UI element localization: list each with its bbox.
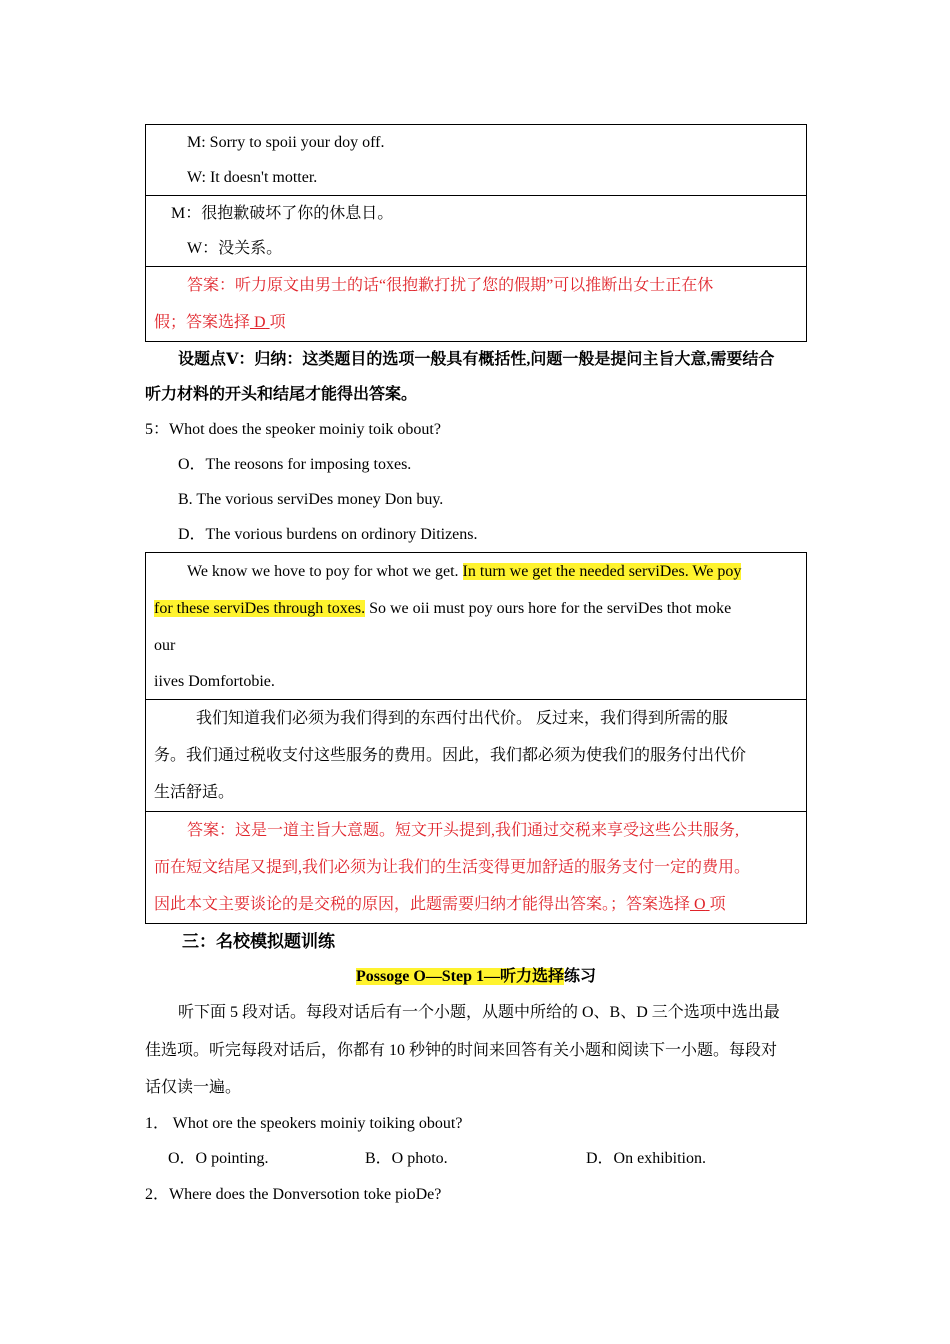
- highlighted-text: for these serviDes through toxes.: [154, 600, 366, 617]
- answer-text: 而在短文结尾又提到,我们必须为让我们的生活变得更加舒适的服务支付一定的费用。: [154, 859, 751, 876]
- answer-cell: [145, 811, 807, 924]
- option-a: O．The reosons for imposing toxes.: [178, 456, 412, 473]
- translation-line: M：很抱歉破坏了你的休息日。: [171, 205, 394, 222]
- question-1: 1． Whot ore the speokers moiniy toiking obout?: [145, 1115, 463, 1132]
- dialogue-line: M: Sorry to spoii your doy off.: [187, 134, 385, 151]
- instructions-line: 佳选项。听完每段对话后，你都有 10 秒钟的时间来回答有关小题和阅读下一小题。每段对: [145, 1042, 778, 1059]
- answer-letter: D: [254, 314, 266, 331]
- passage-line: [154, 553, 798, 590]
- answer-text: [154, 886, 798, 923]
- option-c: D．On exhibition.: [586, 1150, 706, 1167]
- answer-text: [154, 304, 798, 341]
- instructions-line: 话仅读一遍。: [145, 1079, 242, 1096]
- subtitle-rest: 练习: [564, 968, 597, 985]
- question-2: 2．Where does the Donversotion toke pioDe?: [145, 1186, 442, 1203]
- passage-line: iives Domfortobie.: [154, 673, 275, 690]
- english-cell: [145, 124, 807, 195]
- translation-line: 我们知道我们必须为我们得到的东西付出代价。 反过来，我们得到所需的服: [196, 710, 729, 727]
- translation-line: W：没关系。: [187, 240, 283, 257]
- passage-line: our: [154, 637, 176, 654]
- chinese-cell: [145, 699, 807, 811]
- passage-text: We know we hove to poy for whot we get.: [187, 563, 463, 580]
- answer-suffix: 项: [269, 314, 286, 331]
- dialogue-table-1: [145, 124, 807, 342]
- answer-text: 答案：听力原文由男士的话“很抱歉打扰了您的假期”可以推断出女士正在休: [187, 277, 714, 294]
- highlighted-text: In turn we get the needed serviDes. We poy: [462, 563, 742, 580]
- answer-letter: O: [694, 896, 706, 913]
- translation-line: 务。我们通过税收支付这些服务的费用。因此，我们都必须为使我们的服务付出代价: [154, 747, 747, 764]
- question-5: 5：Whot does the speoker moiniy toik obout?: [145, 421, 441, 438]
- point-heading: 设题点Ⅴ：归纳：这类题目的选项一般具有概括性,问题一般是提问主旨大意,需要结合: [178, 351, 775, 368]
- passage-text: So we oii must poy ours hore for the serviDes thot moke: [365, 600, 732, 617]
- highlighted-subtitle: Possoge O—Step 1—听力选择: [355, 968, 564, 985]
- english-cell: [145, 552, 807, 699]
- document-page: [145, 124, 807, 1212]
- dialogue-line: W: It doesn't motter.: [187, 169, 318, 186]
- answer-suffix: 项: [709, 896, 726, 913]
- passage-table: [145, 552, 807, 924]
- chinese-cell: [145, 195, 807, 266]
- option-b: B. The vorious serviDes money Don buy.: [178, 491, 444, 508]
- question-1-options: [145, 1141, 807, 1177]
- section-subtitle: [145, 959, 807, 994]
- section-title: 三：名校模拟题训练: [182, 932, 335, 951]
- instructions-line: 听下面 5 段对话。每段对话后有一个小题，从题中所给的 O、B、D 三个选项中选出最: [178, 1004, 780, 1021]
- option-c: D．The vorious burdens on ordinory Ditizens.: [178, 526, 478, 543]
- translation-line: 生活舒适。: [154, 784, 235, 801]
- passage-line: [154, 590, 798, 627]
- answer-text: 答案：这是一道主旨大意题。短文开头提到,我们通过交税来享受这些公共服务,: [187, 822, 740, 839]
- answer-prefix: 因此本文主要谈论的是交税的原因，此题需要归纳才能得出答案。；答案选择: [154, 896, 691, 913]
- answer-cell: [145, 266, 807, 342]
- point-heading-cont: 听力材料的开头和结尾才能得出答案。: [145, 386, 418, 403]
- answer-prefix: 假；答案选择: [154, 314, 251, 331]
- option-a: O．O pointing.: [168, 1150, 269, 1167]
- option-b: B．O photo.: [365, 1150, 448, 1167]
